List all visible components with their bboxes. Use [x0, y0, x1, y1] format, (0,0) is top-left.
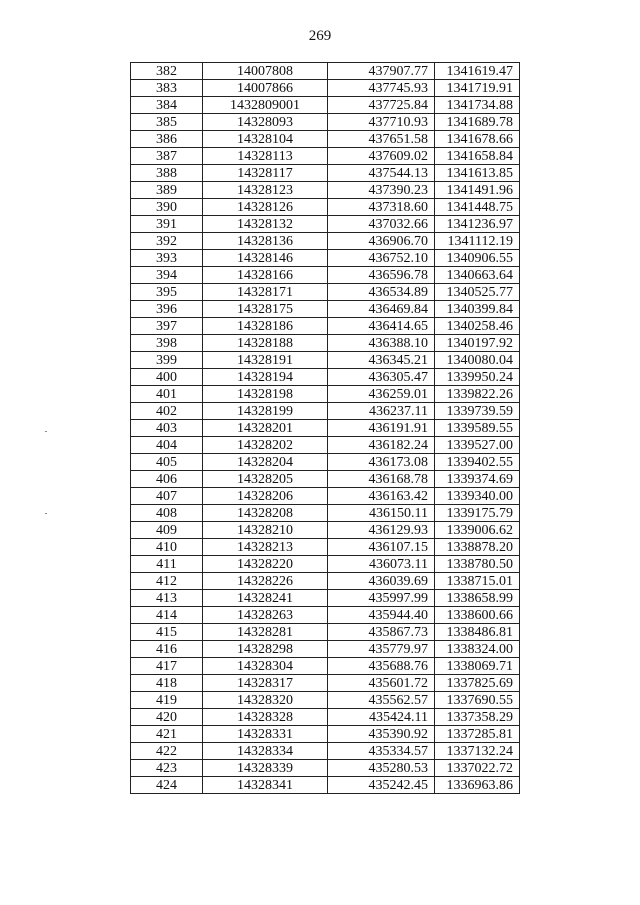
x-coordinate-cell: 437651.58: [328, 131, 435, 148]
point-number-cell: 392: [131, 233, 203, 250]
x-coordinate-cell: 435390.92: [328, 726, 435, 743]
point-id-cell: 14328166: [203, 267, 328, 284]
table-row: [131, 454, 520, 471]
coordinates-table-body: [131, 63, 520, 794]
table-row: [131, 63, 520, 80]
table-row: [131, 641, 520, 658]
y-coordinate-cell: 1338658.99: [435, 590, 520, 607]
table-row: [131, 624, 520, 641]
table-row: [131, 726, 520, 743]
point-number-cell: 397: [131, 318, 203, 335]
table-row: [131, 573, 520, 590]
point-id-cell: 14007866: [203, 80, 328, 97]
y-coordinate-cell: 1339340.00: [435, 488, 520, 505]
table-row: [131, 488, 520, 505]
point-number-cell: 406: [131, 471, 203, 488]
table-row: [131, 165, 520, 182]
point-number-cell: 383: [131, 80, 203, 97]
table-row: [131, 301, 520, 318]
point-id-cell: 14328298: [203, 641, 328, 658]
point-id-cell: 14328132: [203, 216, 328, 233]
table-row: [131, 471, 520, 488]
y-coordinate-cell: 1338486.81: [435, 624, 520, 641]
y-coordinate-cell: 1338600.66: [435, 607, 520, 624]
point-number-cell: 410: [131, 539, 203, 556]
x-coordinate-cell: 437032.66: [328, 216, 435, 233]
point-id-cell: 14328339: [203, 760, 328, 777]
x-coordinate-cell: 435562.57: [328, 692, 435, 709]
scan-speck: [45, 513, 47, 514]
point-number-cell: 408: [131, 505, 203, 522]
point-number-cell: 404: [131, 437, 203, 454]
point-id-cell: 14328199: [203, 403, 328, 420]
y-coordinate-cell: 1341619.47: [435, 63, 520, 80]
y-coordinate-cell: 1340197.92: [435, 335, 520, 352]
y-coordinate-cell: 1337022.72: [435, 760, 520, 777]
x-coordinate-cell: 436173.08: [328, 454, 435, 471]
y-coordinate-cell: 1341658.84: [435, 148, 520, 165]
table-row: [131, 556, 520, 573]
table-row: [131, 114, 520, 131]
table-row: [131, 437, 520, 454]
table-row: [131, 80, 520, 97]
point-id-cell: 14328317: [203, 675, 328, 692]
point-id-cell: 14328204: [203, 454, 328, 471]
y-coordinate-cell: 1339402.55: [435, 454, 520, 471]
x-coordinate-cell: 437318.60: [328, 199, 435, 216]
coordinates-table: [130, 62, 520, 794]
point-number-cell: 423: [131, 760, 203, 777]
point-number-cell: 421: [131, 726, 203, 743]
x-coordinate-cell: 435424.11: [328, 709, 435, 726]
table-row: [131, 692, 520, 709]
point-number-cell: 409: [131, 522, 203, 539]
point-id-cell: 14328210: [203, 522, 328, 539]
y-coordinate-cell: 1338780.50: [435, 556, 520, 573]
table-row: [131, 539, 520, 556]
x-coordinate-cell: 436129.93: [328, 522, 435, 539]
table-row: [131, 420, 520, 437]
point-number-cell: 394: [131, 267, 203, 284]
y-coordinate-cell: 1340399.84: [435, 301, 520, 318]
point-id-cell: 14328117: [203, 165, 328, 182]
point-id-cell: 14007808: [203, 63, 328, 80]
point-number-cell: 401: [131, 386, 203, 403]
table-row: [131, 250, 520, 267]
point-id-cell: 14328123: [203, 182, 328, 199]
y-coordinate-cell: 1340080.04: [435, 352, 520, 369]
point-id-cell: 14328171: [203, 284, 328, 301]
y-coordinate-cell: 1341448.75: [435, 199, 520, 216]
x-coordinate-cell: 437609.02: [328, 148, 435, 165]
point-id-cell: 14328198: [203, 386, 328, 403]
y-coordinate-cell: 1337132.24: [435, 743, 520, 760]
point-id-cell: 14328213: [203, 539, 328, 556]
y-coordinate-cell: 1340906.55: [435, 250, 520, 267]
point-id-cell: 14328241: [203, 590, 328, 607]
y-coordinate-cell: 1339950.24: [435, 369, 520, 386]
table-row: [131, 658, 520, 675]
y-coordinate-cell: 1338878.20: [435, 539, 520, 556]
table-row: [131, 97, 520, 114]
point-number-cell: 420: [131, 709, 203, 726]
point-number-cell: 399: [131, 352, 203, 369]
point-id-cell: 14328208: [203, 505, 328, 522]
y-coordinate-cell: 1337285.81: [435, 726, 520, 743]
point-id-cell: 14328191: [203, 352, 328, 369]
y-coordinate-cell: 1341112.19: [435, 233, 520, 250]
y-coordinate-cell: 1341613.85: [435, 165, 520, 182]
y-coordinate-cell: 1339822.26: [435, 386, 520, 403]
y-coordinate-cell: 1339739.59: [435, 403, 520, 420]
point-id-cell: 14328331: [203, 726, 328, 743]
x-coordinate-cell: 436073.11: [328, 556, 435, 573]
point-number-cell: 407: [131, 488, 203, 505]
point-id-cell: 14328320: [203, 692, 328, 709]
point-number-cell: 417: [131, 658, 203, 675]
table-row: [131, 760, 520, 777]
point-number-cell: 418: [131, 675, 203, 692]
point-number-cell: 382: [131, 63, 203, 80]
x-coordinate-cell: 437907.77: [328, 63, 435, 80]
point-number-cell: 393: [131, 250, 203, 267]
point-number-cell: 402: [131, 403, 203, 420]
x-coordinate-cell: 436305.47: [328, 369, 435, 386]
x-coordinate-cell: 436163.42: [328, 488, 435, 505]
table-row: [131, 284, 520, 301]
point-number-cell: 395: [131, 284, 203, 301]
x-coordinate-cell: 435601.72: [328, 675, 435, 692]
point-number-cell: 398: [131, 335, 203, 352]
point-id-cell: 14328126: [203, 199, 328, 216]
point-number-cell: 388: [131, 165, 203, 182]
y-coordinate-cell: 1340663.64: [435, 267, 520, 284]
point-number-cell: 424: [131, 777, 203, 794]
table-row: [131, 352, 520, 369]
table-row: [131, 607, 520, 624]
point-number-cell: 405: [131, 454, 203, 471]
point-id-cell: 14328146: [203, 250, 328, 267]
point-number-cell: 385: [131, 114, 203, 131]
y-coordinate-cell: 1338069.71: [435, 658, 520, 675]
point-number-cell: 416: [131, 641, 203, 658]
table-row: [131, 777, 520, 794]
point-number-cell: 387: [131, 148, 203, 165]
y-coordinate-cell: 1339589.55: [435, 420, 520, 437]
x-coordinate-cell: 436237.11: [328, 403, 435, 420]
x-coordinate-cell: 435242.45: [328, 777, 435, 794]
x-coordinate-cell: 436469.84: [328, 301, 435, 318]
y-coordinate-cell: 1341678.66: [435, 131, 520, 148]
x-coordinate-cell: 435944.40: [328, 607, 435, 624]
y-coordinate-cell: 1338324.00: [435, 641, 520, 658]
point-id-cell: 14328341: [203, 777, 328, 794]
point-id-cell: 14328220: [203, 556, 328, 573]
y-coordinate-cell: 1339374.69: [435, 471, 520, 488]
y-coordinate-cell: 1337690.55: [435, 692, 520, 709]
x-coordinate-cell: 435867.73: [328, 624, 435, 641]
y-coordinate-cell: 1339175.79: [435, 505, 520, 522]
x-coordinate-cell: 436107.15: [328, 539, 435, 556]
y-coordinate-cell: 1341491.96: [435, 182, 520, 199]
point-number-cell: 413: [131, 590, 203, 607]
y-coordinate-cell: 1340258.46: [435, 318, 520, 335]
x-coordinate-cell: 436534.89: [328, 284, 435, 301]
table-row: [131, 590, 520, 607]
table-row: [131, 267, 520, 284]
point-id-cell: 14328281: [203, 624, 328, 641]
x-coordinate-cell: 437745.93: [328, 80, 435, 97]
point-id-cell: 14328304: [203, 658, 328, 675]
x-coordinate-cell: 437390.23: [328, 182, 435, 199]
y-coordinate-cell: 1336963.86: [435, 777, 520, 794]
y-coordinate-cell: 1338715.01: [435, 573, 520, 590]
point-number-cell: 391: [131, 216, 203, 233]
y-coordinate-cell: 1339527.00: [435, 437, 520, 454]
point-number-cell: 412: [131, 573, 203, 590]
x-coordinate-cell: 435280.53: [328, 760, 435, 777]
point-id-cell: 14328206: [203, 488, 328, 505]
x-coordinate-cell: 436182.24: [328, 437, 435, 454]
y-coordinate-cell: 1341236.97: [435, 216, 520, 233]
point-id-cell: 14328334: [203, 743, 328, 760]
table-row: [131, 369, 520, 386]
point-id-cell: 14328263: [203, 607, 328, 624]
point-number-cell: 390: [131, 199, 203, 216]
y-coordinate-cell: 1337825.69: [435, 675, 520, 692]
table-row: [131, 318, 520, 335]
point-number-cell: 403: [131, 420, 203, 437]
y-coordinate-cell: 1337358.29: [435, 709, 520, 726]
page-number: 269: [308, 28, 332, 44]
x-coordinate-cell: 437710.93: [328, 114, 435, 131]
x-coordinate-cell: 436191.91: [328, 420, 435, 437]
y-coordinate-cell: 1339006.62: [435, 522, 520, 539]
y-coordinate-cell: 1341719.91: [435, 80, 520, 97]
x-coordinate-cell: 436259.01: [328, 386, 435, 403]
table-row: [131, 403, 520, 420]
table-row: [131, 386, 520, 403]
table-row: [131, 233, 520, 250]
point-id-cell: 14328104: [203, 131, 328, 148]
point-id-cell: 14328201: [203, 420, 328, 437]
x-coordinate-cell: 435334.57: [328, 743, 435, 760]
table-row: [131, 743, 520, 760]
point-number-cell: 396: [131, 301, 203, 318]
scan-speck: [45, 431, 47, 432]
y-coordinate-cell: 1341689.78: [435, 114, 520, 131]
x-coordinate-cell: 436388.10: [328, 335, 435, 352]
point-number-cell: 400: [131, 369, 203, 386]
point-id-cell: 14328186: [203, 318, 328, 335]
point-id-cell: 14328194: [203, 369, 328, 386]
x-coordinate-cell: 436345.21: [328, 352, 435, 369]
point-id-cell: 14328188: [203, 335, 328, 352]
x-coordinate-cell: 436752.10: [328, 250, 435, 267]
y-coordinate-cell: 1341734.88: [435, 97, 520, 114]
point-id-cell: 14328136: [203, 233, 328, 250]
table-row: [131, 675, 520, 692]
point-id-cell: 14328205: [203, 471, 328, 488]
point-id-cell: 14328328: [203, 709, 328, 726]
point-number-cell: 386: [131, 131, 203, 148]
x-coordinate-cell: 436906.70: [328, 233, 435, 250]
table-row: [131, 709, 520, 726]
point-number-cell: 389: [131, 182, 203, 199]
table-row: [131, 148, 520, 165]
x-coordinate-cell: 436414.65: [328, 318, 435, 335]
x-coordinate-cell: 437544.13: [328, 165, 435, 182]
table-row: [131, 131, 520, 148]
table-row: [131, 505, 520, 522]
table-row: [131, 182, 520, 199]
x-coordinate-cell: 435997.99: [328, 590, 435, 607]
x-coordinate-cell: 436039.69: [328, 573, 435, 590]
x-coordinate-cell: 437725.84: [328, 97, 435, 114]
x-coordinate-cell: 435779.97: [328, 641, 435, 658]
point-id-cell: 14328113: [203, 148, 328, 165]
y-coordinate-cell: 1340525.77: [435, 284, 520, 301]
point-number-cell: 415: [131, 624, 203, 641]
table-row: [131, 199, 520, 216]
point-number-cell: 422: [131, 743, 203, 760]
point-number-cell: 384: [131, 97, 203, 114]
point-id-cell: 1432809001: [203, 97, 328, 114]
table-row: [131, 522, 520, 539]
point-number-cell: 419: [131, 692, 203, 709]
x-coordinate-cell: 436596.78: [328, 267, 435, 284]
point-id-cell: 14328202: [203, 437, 328, 454]
x-coordinate-cell: 436168.78: [328, 471, 435, 488]
point-id-cell: 14328175: [203, 301, 328, 318]
x-coordinate-cell: 435688.76: [328, 658, 435, 675]
point-id-cell: 14328226: [203, 573, 328, 590]
table-row: [131, 335, 520, 352]
point-id-cell: 14328093: [203, 114, 328, 131]
point-number-cell: 411: [131, 556, 203, 573]
table-row: [131, 216, 520, 233]
x-coordinate-cell: 436150.11: [328, 505, 435, 522]
point-number-cell: 414: [131, 607, 203, 624]
